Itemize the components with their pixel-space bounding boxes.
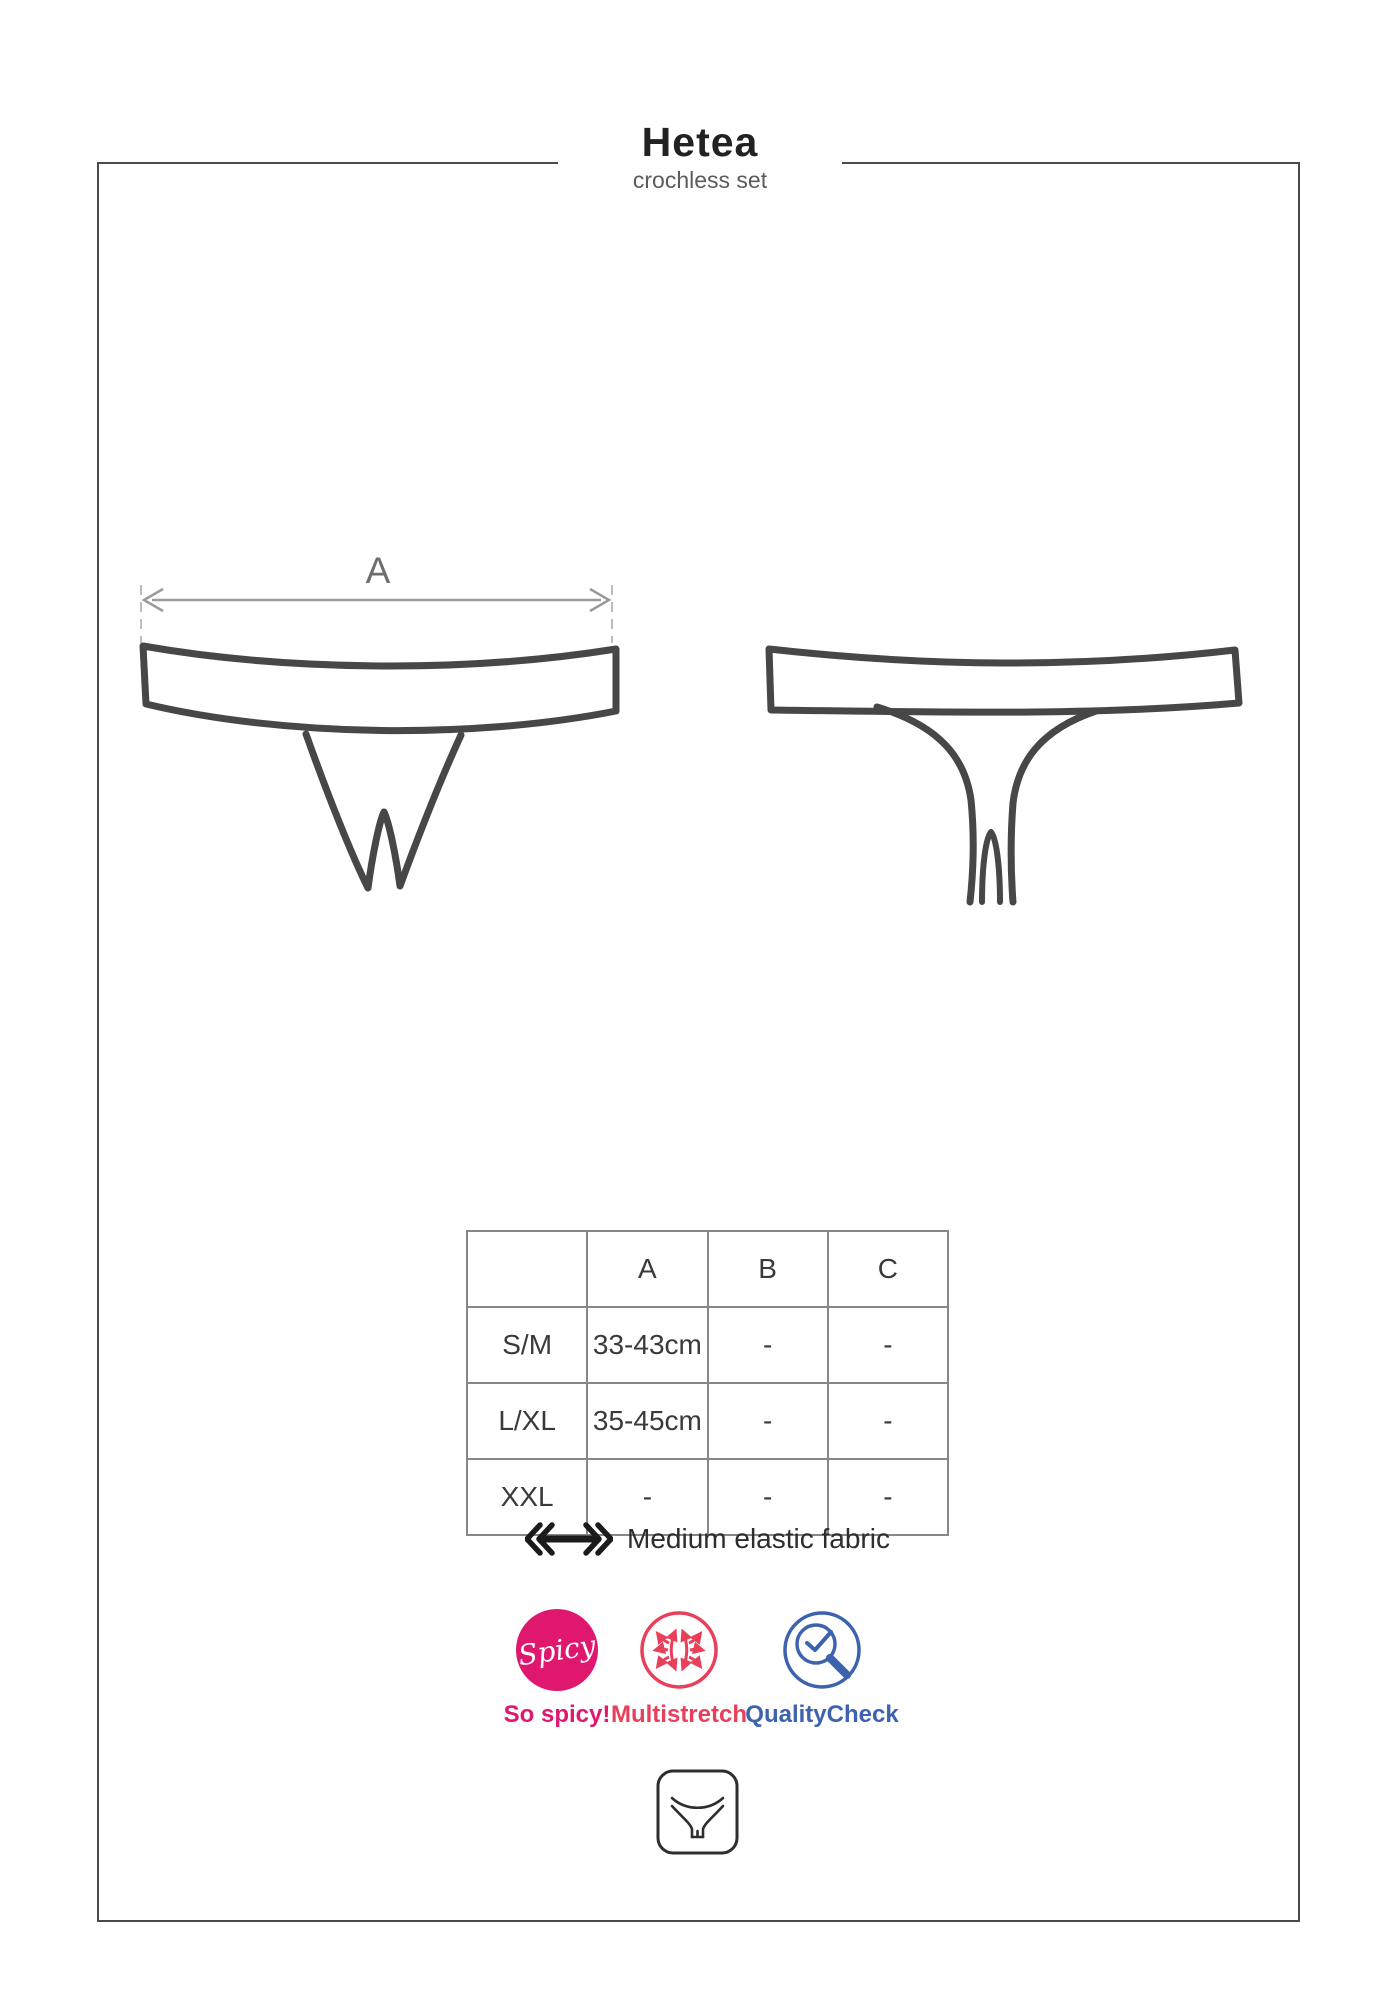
product-subtitle: crochless set xyxy=(632,167,768,193)
spicy-circle-text: Spicy xyxy=(516,1628,598,1672)
spicy-icon xyxy=(516,1609,598,1691)
badge-label-quality-check: QualityCheck xyxy=(745,1701,899,1728)
front-garment-outline xyxy=(143,646,616,888)
multistretch-icon xyxy=(637,1608,721,1692)
size-cell: XXL xyxy=(467,1459,587,1535)
value-cell-c: - xyxy=(828,1383,948,1459)
value-cell-b: - xyxy=(708,1383,828,1459)
value-cell-b: - xyxy=(708,1307,828,1383)
dimension-arrow-a xyxy=(141,585,612,643)
back-right-leg-curve xyxy=(1011,711,1096,902)
header-cell-c: C xyxy=(828,1231,948,1307)
quality-check-icon xyxy=(780,1608,864,1692)
table-row xyxy=(467,1383,948,1459)
header-cell-a: A xyxy=(587,1231,707,1307)
value-cell-c: - xyxy=(828,1459,948,1535)
value-cell-a: - xyxy=(587,1459,707,1535)
value-cell-b: - xyxy=(708,1459,828,1535)
fabric-note-label: Medium elastic fabric xyxy=(627,1523,890,1554)
value-cell-a: 35-45cm xyxy=(587,1383,707,1459)
dimension-a-label: A xyxy=(365,550,391,591)
double-arrow-icon xyxy=(525,1521,613,1557)
back-waistband xyxy=(769,649,1239,712)
front-waistband xyxy=(143,646,616,731)
magnifier-handle xyxy=(830,1658,847,1675)
back-crotch-split xyxy=(982,832,1000,902)
value-cell-a: 33-43cm xyxy=(587,1307,707,1383)
value-cell-c: - xyxy=(828,1307,948,1383)
size-cell: L/XL xyxy=(467,1383,587,1459)
back-garment-outline xyxy=(769,649,1239,902)
title-block xyxy=(558,118,842,212)
check-mark xyxy=(807,1632,831,1650)
back-left-leg-curve xyxy=(877,707,973,902)
front-crotch-open xyxy=(306,734,461,888)
table-row xyxy=(467,1307,948,1383)
badge-label-multistretch: Multistretch xyxy=(610,1701,747,1728)
fabric-note xyxy=(406,1518,1009,1560)
size-table xyxy=(466,1230,949,1536)
header-cell-b: B xyxy=(708,1231,828,1307)
size-cell: S/M xyxy=(467,1307,587,1383)
badge-quality-check xyxy=(737,1608,907,1729)
table-header-row xyxy=(467,1231,948,1307)
panties-icon xyxy=(650,1765,745,1860)
header-cell-blank xyxy=(467,1231,587,1307)
badge-label-so-spicy: So spicy! xyxy=(503,1701,611,1728)
product-title: Hetea xyxy=(641,119,759,165)
